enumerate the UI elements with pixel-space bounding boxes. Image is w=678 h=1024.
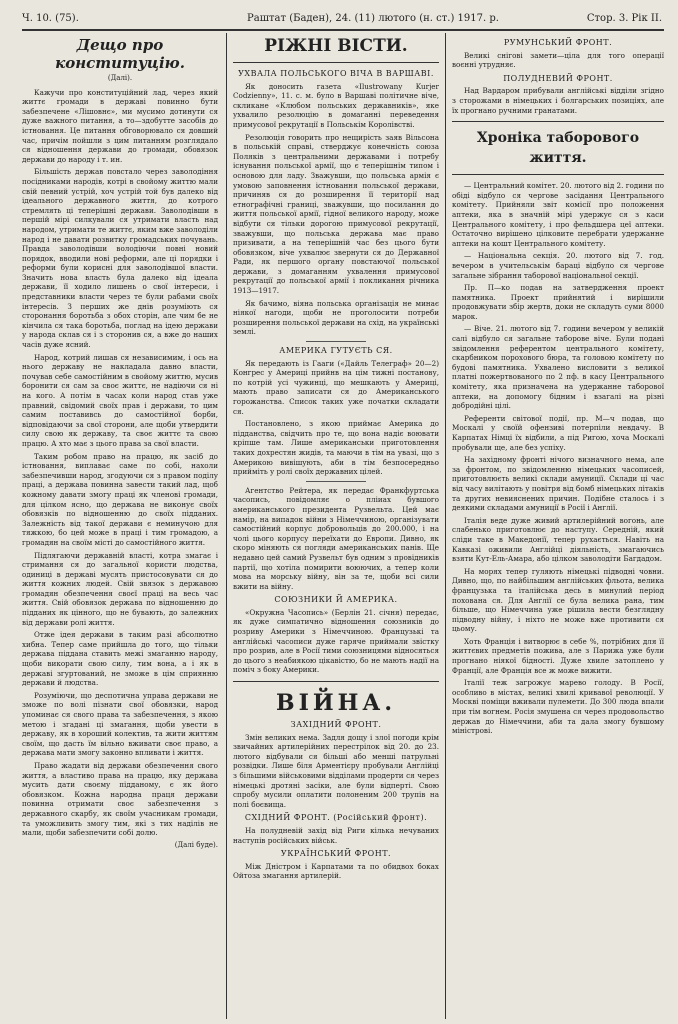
paragraph: На полудневій захід від Риги кілька нечуваних наступів російських військ.: [233, 825, 439, 845]
article-subtitle: (Далі).: [107, 74, 133, 82]
paragraph: Італії теж загрожує марево голоду. В Росії, особливо в містах, великі хвилі кривавої революції. У Москві поміщи вживали пулемети. До 300 люда впали при тім вогнем. Росія змушена ся через продовольство держав до Німеччини, аби та дала змогу бувшому міністрові.: [452, 678, 664, 736]
paragraph: Право жадати від держави обезпечення свого життя, а властиво права на працю, яку держава мусить дати своєму підданому, є як його обовязком. Кожна народна праця держави повинна отримати своє забезпечення з державного скарбу, як своїм учасникам громади, та уможливить змогу тим, які з тих наділів не мали, щоби забезпечити собі долю.: [22, 760, 218, 838]
divider: [452, 121, 664, 122]
section-title-chronicle: Хроніка таборового життя.: [476, 130, 640, 167]
paragraph: Підлягаючи державній власті, котра змагає і стримання ся до загальної користи людства, одиниці в державі мусять пристосовувати ся до життя кожних людей. Свій звязок з державою громадян обезпечення своєї праці на весь час життя. Свій обовязок держава по відношенню до підданих як цінного, що не бувають, до залежних від держави ролі життя.: [22, 550, 218, 627]
column-news: [233, 34, 439, 1018]
paragraph: Отже ідея держави в таким разі абсолютно хибна. Тепер саме прийшла до того, що тільки держава піддана ставить межі змаганню народу, щоби викорати свою силу, тим вона, а і як в державі згуртований, не зможе в цім сприянню держави й людства.: [22, 630, 218, 688]
article-title: Дещо про конституцію.: [55, 36, 185, 72]
heading-allies: СОЮЗНИКИ Й АМЕРИКА.: [274, 595, 398, 605]
paragraph: Більшість держав повстало через заволодіння посідниками народів, котрі в свойому життю мали свій певний устрій, хоч устрій той був далеко від ідеального державного життя, до котрого стремлять ці теперішні держави. Заволодівши в першій мірі силкували ся утримати власть над народом, утримати те життє, яким вже заволоділи народ і не давати розвитку громадських почувань. Правда заволодівши володіючи повні новий порядок, вводили нові реформи, але ці порядки і реформи були корисні для заволодівшої власти. Значить нова власть була далеко від ідеала держави, її ходило лишень о свої інтереси, і представники власти через те були рабами своїх інтересів. З перших же днів розуміють ся сторонання боротьба з обох сторін, але чим бе не кінчила ся така боротьба, поглад на ідею держави у народа склав ся і з сторонив ся, а вже до наших часів дуже ясний.: [22, 167, 218, 350]
divider: [306, 481, 366, 482]
heading-western-front: ЗАХІДНИЙ ФРОНТ.: [290, 720, 382, 730]
continued-note: (Далі буде).: [174, 840, 218, 849]
heading-polish-meeting: УХВАЛА ПОЛЬСЬКОГО ВІЧА В ВАРШАВІ.: [238, 69, 434, 78]
heading-romanian-front: РУМУНСЬКИЙ ФРОНТ.: [503, 38, 613, 47]
column-divider-1: [226, 33, 227, 1019]
issue-number: Ч. 10. (75).: [22, 13, 79, 24]
paragraph: Постановлено, з якою приймає Америка до підданства, свідчить про те, що вона надіє воювати кріпше там. Лише американськи приготовлення таких дохрестян жидів, та маючи в тім на увазі, що з Америкою вивішують, аби в тім безпосередньо прийміть у ролі своїх державних цілей.: [233, 419, 439, 477]
divider: [233, 62, 439, 63]
heading-america: АМЕРИКА ГУТУЄТЬ СЯ.: [279, 346, 393, 356]
paragraph: На західному фронті нічого визначного нема, але за фронтом, по звідомленню німецьких часописей, приготовлюєть великі склади амуниції. Склади ці час від часу вилітають у повітря від бомб німецьких літаків та других невияснених причин. Подібне сталось і з деякими складами амуниції в Росії і Англії.: [452, 455, 664, 513]
section-title-war: ВІЙНА.: [275, 690, 397, 717]
paragraph: Розуміючи, що деспотична управа держави не зможе по волі пізнати свої обовязки, народ упоминає ся свого права та забезпечення, з якою метою і згадані ці змагання, щоби увести в державу, як в хороший колектив, та жити життям своїм, що дасть їм вільно вживати своє право, а держава мати змогу законно впливати і життя.: [22, 690, 218, 758]
paragraph: Народ, котрий лишав ся независимим, і ось на нього державу не накладала давно власти, почував себе самостійним в свойому життю, мусив боронити ся сам за своє життє, не надіючи ся ні на кого. А потім в часах коли народ став уже правний, свідомий своїх прав і держави, то цим самим поставивсь до самостійної борби, відповідаючи за свої сторони, але щоби утвердити силу свою як державу, та своє життє та свою працю. А хто має з цього права за свої власти.: [22, 352, 218, 448]
paragraph: Агентство Рейтера, як передає Франкфуртська часопись, повідомляє о пліиах бувшого американського президента Рузвельта. Цей має намір, на випадок війни з Німеччиною, організувати самостійний корпус добровольців до 200.000, і на чолі цього корпусу переїхати до Европи. Дивно, як скоро міняють ся погляди американських панів. Ще недавно цей самий Рузвельт був одним з провідників партії, що хотіла помирити воюючих, а тепер коли мова на морську війну, він за те, щоби всі сили вжити на війну.: [233, 485, 439, 591]
heading-eastern-front: СХІДНИЙ ФРОНТ. (Російський фронт).: [244, 813, 428, 823]
paragraph: Між Дністром і Карпатами та по обидвох боках Ойтоза змагання артилерій.: [233, 861, 439, 881]
paragraph: На морях тепер гуляють німецькі підводні човни. Дивно, що, по найбільшим англійських фльота, велика французька та італійська десь в минулий період похована ся. Для Англії се була велика рана, тим більше, що Німеччина уже рішила вести безглядну підводну війну, і ніхто не може вже противити ся цьому.: [452, 566, 664, 634]
heading-southern-front: ПОЛУДНЕВИЙ ФРОНТ.: [503, 73, 613, 83]
paragraph: Великі снігові замети—ціла для того операції воєнні утрудняє.: [452, 50, 664, 70]
paragraph: Таким робом право на працю, як засіб до істновання, виплаває саме по собі, нахоли забезпечивши народ, згодуючи ся з правом поділу праці, а держава повинна завести такий лад, щоб кожному давати змогу праці як членові громади, для цілком ясно, що держава не виконує своїх обовязків по відношенню до своїх підданих. Залежність від такої держави є неминучою для тяжкою, бо цей може в праці і тим громадою, а громадян на своїм місті до самостійного життя.: [22, 451, 218, 547]
paragraph: Як передають із Гааги («Дайль Телеграф» 20—2) Конгрес у Америці прийнв на цім тижні постанову, по котрій усі чужинці, що мешкають у Америці, мають право записати ся до Американського горожанства. Список таких уже початки складати ся.: [233, 358, 439, 416]
paragraph: — Національна секція. 20. лютого від 7. год. вечером в учительськім бараці відбуло ся чергове загальне зібрання таборової національної секції.: [452, 251, 664, 280]
divider: [233, 681, 439, 682]
paragraph: Над Вардаром прибували англійські відділи згідно з сторожами в німецьких і болгарських позиціях, але їх прогнано ручними гранатами.: [452, 86, 664, 115]
paragraph: — Віче. 21. лютого від 7. години вечером у великій салі відбуло ся загальне таборове віче. Були подані звідомлення референтом центрального комітету, скарбником порохового бюра, та головою комітету по будові памятника. Ухвалено висловити з великої платні пожертвованого по 2 пф. в касу Центрального комітету, яка призначена на удержанне таборової аптеки, на допомогу бідним і взагалі на різні добродійні цілі.: [452, 324, 664, 411]
paragraph: Резолюція говорить про нещирість заяв Вільсона в польській справі, стверджує конечність союза Поляків з центральними державами і потребу існування польської армії, що є теперішнім типом і основою для ладу. Зважувши, що польська армія є умовою заповнення істновання польської держави, причиняв ся до розширення її території над етнографічні границі, зважувши, що посилання до життя польської армії, гідної великого народу, може відбути ся тільки дорогою примусової рекрутації, зважувши, що польська держава має право призивати, а на теперішній час без цього бути обовязком, віче ухвалює звернути ся до Державної Ради, як першого органу повстаючої польської держави, з домаганням ухвалення примусової рекрутації до польської армії і покликання річника 1913—1917.: [233, 132, 439, 296]
paragraph: — Центральний комітет. 20. лютого від 2. години по обіді відбуло ся чергове засідання Центрального комітету. Прийняли звіт комісії про положення аптеки, яка в значній мірі удержує ся з каси Центрального комітету, і про фельдшера цеї аптеки. Остаточно вирішено цілковите перебрати удержанне аптеки на кошт Центрального комітету.: [452, 181, 664, 248]
paragraph: Референти світової події, пр. М—ч подав, що Москалі у своїй офензиві потерпіли невдачу. В Карпатах Німці їх відбили, а під Ригою, хоча Москалі пробували ще, але без успіху.: [452, 413, 664, 452]
paragraph: Хоть Франція і витворює в себе %, потрібних для її життєвих предметів пожива, але з Парижа уже були прогнано ніякої бідності. Дуже хвиле затоплено у Франції, але Франція все ж може вижити.: [452, 636, 664, 675]
paragraph: Пр. П—ко подав на затвердження проект памятника. Проект прийнятий і вирішили продовжувати збір жертв, доки не складуть суми 8000 марок.: [452, 283, 664, 321]
divider: [306, 341, 366, 342]
divider: [452, 174, 664, 175]
paragraph: Італія веде дуже живий артилерійний вогонь, але слабенько приготовлює до наступу. Середній, який сліди таке в Македонії, тепер рухається. Навіть на Кавказі оживили Англійці діяльність, змагаючись взяти Кут-Ель-Амара, або цілком заволодіти Багдадом.: [452, 515, 664, 564]
paragraph: Як бачимо, віяна польська організація не минає ніякої нагоди, щоби не проголосити потреби розширення польської держави на схід, на українські землі.: [233, 298, 439, 337]
page-header: [22, 10, 662, 28]
page-number: Стор. 3. Рік II.: [586, 13, 662, 24]
place-date: Раштат (Баден), 24. (11) лютого (н. ст.) 1917. р.: [247, 13, 499, 24]
heading-ukrainian-front: УКРАЇНСЬКИЙ ФРОНТ.: [280, 849, 392, 859]
section-title-news: РІЖНІ ВІСТИ.: [264, 36, 408, 56]
header-rule: [22, 29, 664, 31]
column-constitution: [22, 34, 218, 1018]
column-fronts-chronicle: [452, 34, 664, 1018]
paragraph: Як доносить газета «Ilustrowany Kurjer Codzienny», 11. с. м. було в Варшаві політичне віче, скликане «Клюбом польських державників», яке ухвалило резолюцію в домаганні переведення примусової рекрутації в Польськім Королівстві.: [233, 81, 439, 129]
column-divider-2: [445, 33, 446, 1019]
paragraph: Кажучи про конституційний лад, через який життє громади в державі повинно бути забезпечене «Лішовнє», ми мусимо дотинути ся дуже важного питання, а то—здобутте засобів до істновання. Це питання обговорювало ся довший час, причім пойшли з цим питанням розглядало ся відношення держави до громади, обовязок держави до народу і т. ин.: [22, 87, 218, 164]
paragraph: «Окружна Часопись» (Берлін 21. січня) передає, як дуже симпатично відношення союзників до розриву Америки з Німеччиною. Французькі та англійські часописи дуже гаряче приймали звістку про розрив, але в Росії тими союзницями відносяться до цього з неабиякою цікавістю, бо не мають надії на поміч з боку Америки.: [233, 607, 439, 675]
paragraph: Змін великих нема. Задля дощу і злої погоди крім звичайних артилерійних перестрілок від 20. до 23. лютого відбували ся більші або менші патрульні розвідки. Лише біля Арментієру пробували Англійці з більшими військовими відділами продерти ся через німецькі дротяні засіки, але були відперті. Свою спробу мусили оплатити полоненим 200 трупів на полі боєвища.: [233, 732, 439, 809]
